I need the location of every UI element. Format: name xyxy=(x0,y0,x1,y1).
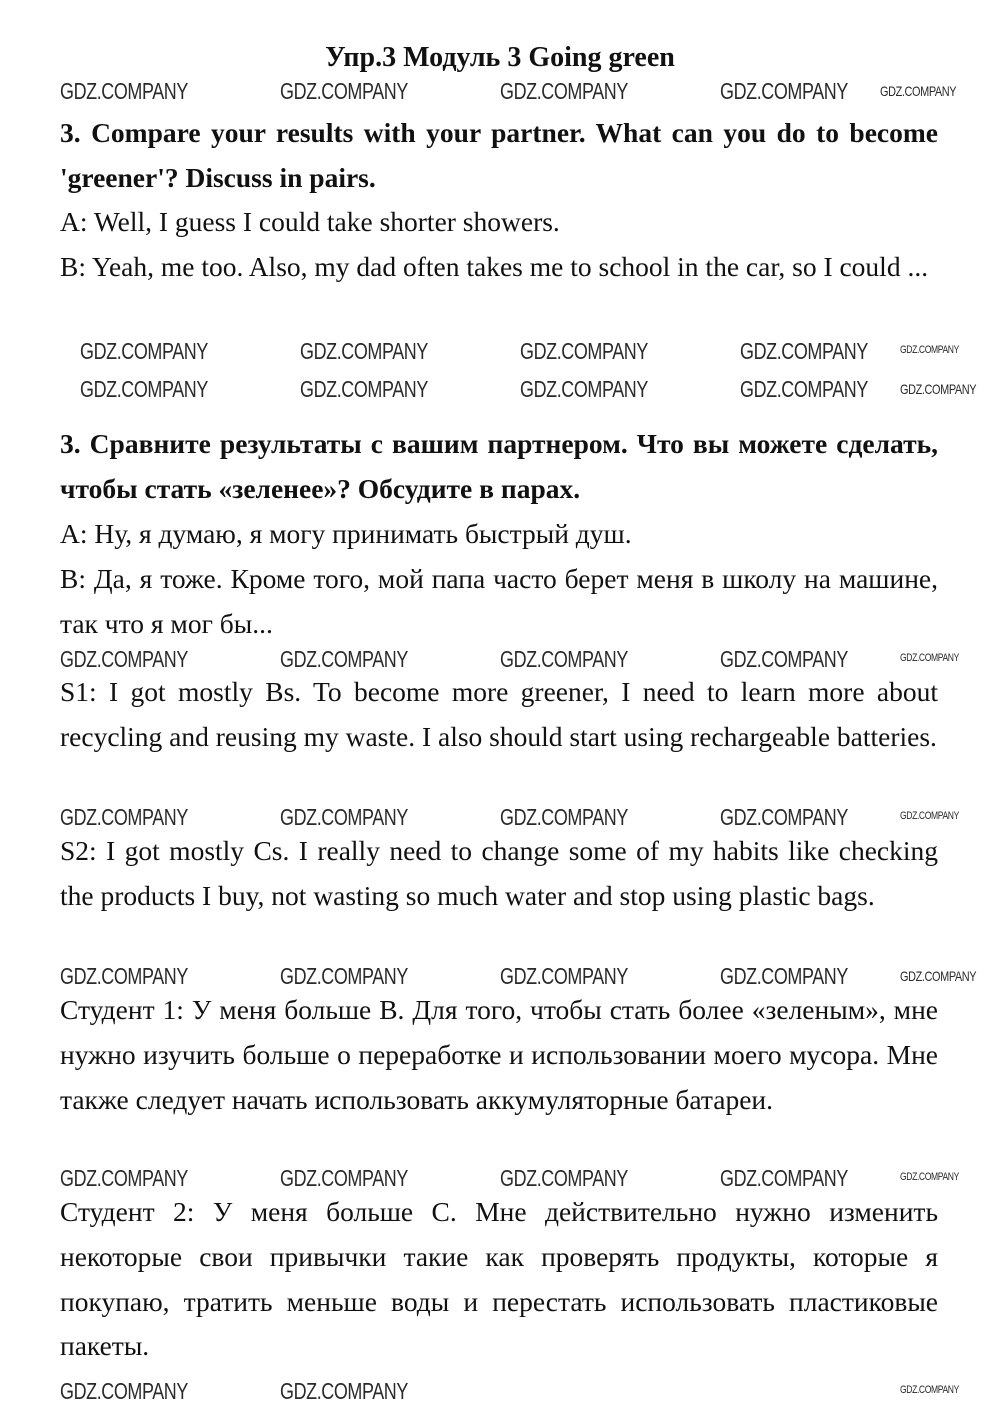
watermark: GDZ.COMPANY xyxy=(900,652,959,664)
watermark: GDZ.COMPANY xyxy=(280,646,408,672)
watermark: GDZ.COMPANY xyxy=(500,78,628,104)
answer-s2-en: S2: I got mostly Cs. I really need to change some of my habits like checking the products I buy, not wasting so much water and stop using plastic bags. xyxy=(60,835,938,911)
watermark: GDZ.COMPANY xyxy=(300,338,428,364)
watermark: GDZ.COMPANY xyxy=(520,376,648,402)
dialogue-line-a-en: A: Well, I guess I could take shorter showers. xyxy=(60,206,560,237)
watermark: GDZ.COMPANY xyxy=(900,1384,959,1396)
watermark: GDZ.COMPANY xyxy=(720,78,848,104)
task-heading-en: 3. Compare your results with your partner. What can you do to become 'greener'? Discuss in pairs. xyxy=(60,117,938,193)
watermark: GDZ.COMPANY xyxy=(60,78,188,104)
answer-s1-en: S1: I got mostly Bs. To become more greener, I need to learn more about recycling and reusing my waste. I also should start using rechargeable batteries. xyxy=(60,676,938,752)
watermark: GDZ.COMPANY xyxy=(80,338,208,364)
answer-s2-ru: Студент 2: У меня больше C. Мне действительно нужно изменить некоторые свои привычки такие как проверять продукты, которые я покупаю, тратить меньше воды и перестать использовать пластиковые пакеты. xyxy=(60,1196,938,1362)
dialogue-line-a-ru: А: Ну, я думаю, я могу принимать быстрый душ. xyxy=(60,518,632,549)
watermark: GDZ.COMPANY xyxy=(80,376,208,402)
watermark: GDZ.COMPANY xyxy=(300,376,428,402)
watermark: GDZ.COMPANY xyxy=(720,1165,848,1191)
watermark: GDZ.COMPANY xyxy=(280,78,408,104)
watermark: GDZ.COMPANY xyxy=(720,804,848,830)
watermark: GDZ.COMPANY xyxy=(280,1165,408,1191)
answer-s1-ru: Студент 1: У меня больше B. Для того, чтобы стать более «зеленым», мне нужно изучить больше о переработке и использовании моего мусора. Мне также следует начать использовать аккумуляторные батареи. xyxy=(60,994,938,1115)
watermark: GDZ.COMPANY xyxy=(900,1171,959,1183)
watermark: GDZ.COMPANY xyxy=(900,968,977,984)
watermark: GDZ.COMPANY xyxy=(740,338,868,364)
watermark: GDZ.COMPANY xyxy=(60,804,188,830)
watermark: GDZ.COMPANY xyxy=(280,804,408,830)
watermark: GDZ.COMPANY xyxy=(720,963,848,989)
watermark: GDZ.COMPANY xyxy=(280,963,408,989)
watermark: GDZ.COMPANY xyxy=(900,344,959,356)
watermark: GDZ.COMPANY xyxy=(60,646,188,672)
watermark: GDZ.COMPANY xyxy=(500,804,628,830)
watermark: GDZ.COMPANY xyxy=(60,1378,188,1404)
task-heading-ru: 3. Сравните результаты с вашим партнером. Что вы можете сделать, чтобы стать «зеленее»? Обсудите в парах. xyxy=(60,428,938,504)
watermark: GDZ.COMPANY xyxy=(880,83,957,99)
watermark: GDZ.COMPANY xyxy=(60,963,188,989)
watermark: GDZ.COMPANY xyxy=(280,1378,408,1404)
watermark: GDZ.COMPANY xyxy=(900,381,977,397)
watermark: GDZ.COMPANY xyxy=(500,646,628,672)
watermark: GDZ.COMPANY xyxy=(900,810,959,822)
watermark: GDZ.COMPANY xyxy=(500,1165,628,1191)
watermark: GDZ.COMPANY xyxy=(520,338,648,364)
watermark: GDZ.COMPANY xyxy=(500,963,628,989)
page-title: Упр.3 Модуль 3 Going green xyxy=(325,42,675,73)
watermark: GDZ.COMPANY xyxy=(720,646,848,672)
dialogue-line-b-ru: В: Да, я тоже. Кроме того, мой папа часто берет меня в школу на машине, так что я мог бы... xyxy=(60,563,938,639)
watermark: GDZ.COMPANY xyxy=(740,376,868,402)
watermark: GDZ.COMPANY xyxy=(60,1165,188,1191)
dialogue-line-b-en: B: Yeah, me too. Also, my dad often takes me to school in the car, so I could ... xyxy=(60,251,929,282)
